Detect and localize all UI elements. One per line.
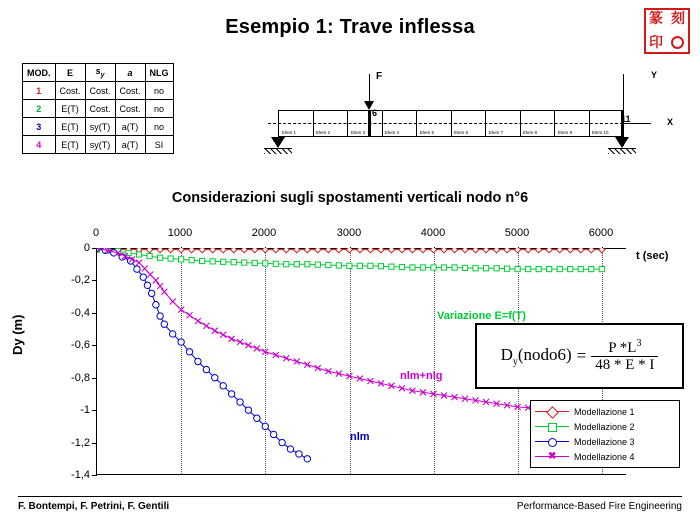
beam-divider <box>589 110 590 137</box>
annotation-variazione: Variazione E=f(T) <box>437 310 526 322</box>
element-label: Elem 9 <box>558 130 573 135</box>
seal-stamp-icon <box>644 8 690 54</box>
cell-sy: sy(T) <box>85 118 115 136</box>
chart-title: Considerazioni sugli spostamenti verticali nodo n°6 <box>171 190 529 206</box>
x-tick-label: 5000 <box>504 227 530 239</box>
element-label: Elem 4 <box>385 130 400 135</box>
beam-divider <box>278 110 279 137</box>
cell-a: a(T) <box>115 136 145 154</box>
element-label: Elem 7 <box>489 130 504 135</box>
beam-node11-label: 11 <box>621 114 631 124</box>
formula-box <box>475 323 684 389</box>
x-tick-label: 1000 <box>167 227 193 239</box>
y-tick-label: -1 <box>80 404 90 417</box>
formula-equals: = <box>576 346 587 365</box>
legend-label: Modellazione 4 <box>574 451 635 462</box>
beam-y-label: Y <box>650 70 657 80</box>
y-axis-title: Dy (m) <box>10 314 25 355</box>
beam-divider <box>313 110 314 137</box>
y-tick-label: -0,6 <box>71 339 90 352</box>
cell-sy: sy(T) <box>85 136 115 154</box>
chart-area <box>0 215 700 495</box>
y-tick-label: -0,2 <box>71 274 90 287</box>
y-tick-label: -0,4 <box>71 306 90 319</box>
y-tick-label: -1,2 <box>71 436 90 449</box>
y-tick-label: -1,4 <box>71 469 90 481</box>
cell-e: Cost. <box>55 82 85 100</box>
cell-a: Cost. <box>115 100 145 118</box>
beam-x-label: X <box>666 117 673 127</box>
cell-e: E(T) <box>55 136 85 154</box>
footer-divider <box>18 496 682 497</box>
beam-divider <box>554 110 555 137</box>
cell-sy: Cost. <box>85 100 115 118</box>
table-row <box>23 118 174 136</box>
col-a: a <box>115 64 145 82</box>
beam-divider <box>451 110 452 137</box>
force-label: F <box>376 71 383 82</box>
beam-divider <box>416 110 417 137</box>
force-arrow-head <box>364 101 374 110</box>
cell-e: E(T) <box>55 118 85 136</box>
cell-mod: 2 <box>23 100 56 118</box>
annotation-nlm: nlm <box>350 431 370 443</box>
cell-nlg: no <box>145 118 173 136</box>
beam-centerline <box>268 123 628 124</box>
legend-label: Modellazione 3 <box>574 436 635 447</box>
cell-nlg: SI <box>145 136 173 154</box>
formula-denominator: 48 * E * I <box>591 356 658 373</box>
beam-divider <box>520 110 521 137</box>
formula-fraction <box>591 338 658 374</box>
y-tick-label: 0 <box>83 242 90 254</box>
col-mod: MOD. <box>23 64 56 82</box>
cell-sy: Cost. <box>85 82 115 100</box>
seal-circle-icon <box>671 36 684 49</box>
element-label: Elem 8 <box>523 130 538 135</box>
legend-item[interactable] <box>535 434 675 449</box>
page-title: Esempio 1: Trave inflessa <box>225 16 475 38</box>
x-axis-title: t (sec) <box>636 250 669 262</box>
legend-swatch-diamond-icon <box>535 406 569 418</box>
x-tick-label: 3000 <box>336 227 362 239</box>
x-tick-label: 0 <box>92 227 100 239</box>
x-tick-label: 2000 <box>251 227 277 239</box>
legend-swatch-circle-icon <box>535 436 569 448</box>
node-6-marker <box>368 110 371 137</box>
chart-legend <box>530 400 680 468</box>
col-e: E <box>55 64 85 82</box>
force-arrow-shaft <box>369 74 370 104</box>
element-label: Elem 5 <box>420 130 435 135</box>
support-right-icon <box>615 137 629 148</box>
element-label: Elem 10 <box>592 130 609 135</box>
col-nlg: NLG <box>145 64 173 82</box>
y-tick-label: -0,8 <box>71 371 90 384</box>
legend-item[interactable] <box>535 404 675 419</box>
x-tick-label: 4000 <box>420 227 446 239</box>
table-row <box>23 100 174 118</box>
legend-swatch-x-icon: ✖ <box>535 451 569 463</box>
table-row <box>23 82 174 100</box>
table-row <box>23 136 174 154</box>
seal-glyph-3: 印 <box>649 35 663 51</box>
formula-lhs: $D_y(nodo6)$ <box>500 344 572 368</box>
beam-divider <box>382 110 383 137</box>
element-label: Elem 1 <box>282 130 297 135</box>
seal-glyph-1: 篆 <box>649 11 663 27</box>
x-tick-label: 6000 <box>588 227 614 239</box>
beam-node6-label: 6 <box>372 108 378 118</box>
legend-item[interactable] <box>535 419 675 434</box>
cell-e: E(T) <box>55 100 85 118</box>
element-label: Elem 3 <box>351 130 366 135</box>
element-label: Elem 6 <box>454 130 469 135</box>
cell-mod: 1 <box>23 82 56 100</box>
y-tick-mark <box>92 475 97 476</box>
beam-diagram <box>268 68 673 173</box>
legend-item[interactable] <box>535 449 675 464</box>
support-left-ground <box>264 148 292 154</box>
cell-nlg: no <box>145 100 173 118</box>
legend-label: Modellazione 2 <box>574 421 635 432</box>
support-left-icon <box>271 137 285 148</box>
footer-authors: F. Bontempi, F. Petrini, F. Gentili <box>18 501 170 512</box>
annotation-nlm-nlg: nlm+nlg <box>400 370 443 382</box>
model-parameters-table <box>22 63 174 154</box>
cell-nlg: no <box>145 82 173 100</box>
cell-a: a(T) <box>115 118 145 136</box>
seal-glyph-2: 刻 <box>671 11 685 27</box>
footer-subject: Performance-Based Fire Engineering <box>516 501 682 512</box>
formula-numerator: P $*L^3$ <box>608 338 642 356</box>
cell-a: Cost. <box>115 82 145 100</box>
support-right-ground <box>608 148 636 154</box>
element-label: Elem 2 <box>316 130 331 135</box>
beam-divider <box>347 110 348 137</box>
table-header-row <box>23 64 174 82</box>
legend-label: Modellazione 1 <box>574 406 635 417</box>
cell-mod: 3 <box>23 118 56 136</box>
col-sy: $s_y$ <box>85 64 115 82</box>
beam-divider <box>485 110 486 137</box>
legend-swatch-square-icon <box>535 421 569 433</box>
cell-mod: 4 <box>23 136 56 154</box>
